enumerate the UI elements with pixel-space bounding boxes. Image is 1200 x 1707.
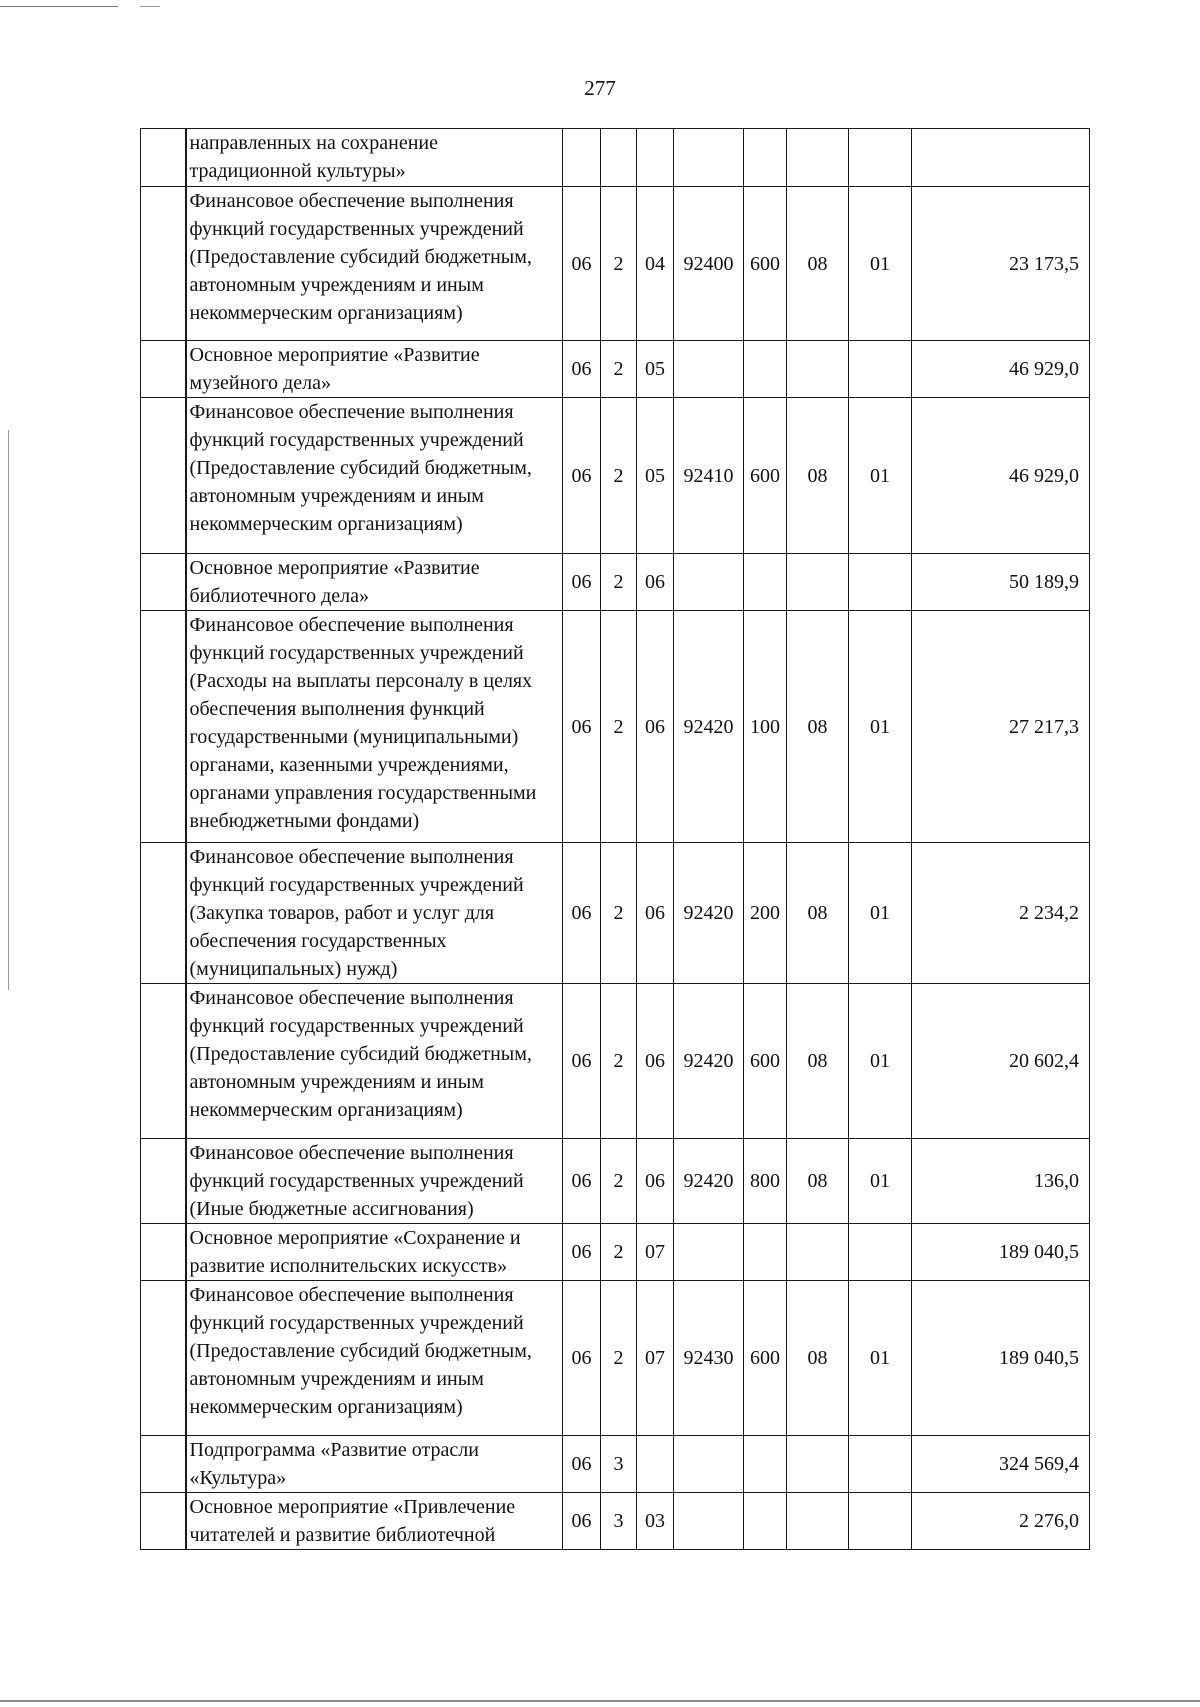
cell-measure: 06 [637, 984, 674, 1139]
cell-measure [637, 129, 674, 187]
cell-subprogram: 2 [601, 1139, 637, 1224]
table-row [141, 1139, 1090, 1224]
cell-blank [141, 1493, 186, 1550]
cell-subchapter: 01 [849, 398, 912, 554]
cell-section [563, 129, 601, 187]
cell-blank [141, 1281, 186, 1436]
table-row [141, 1224, 1090, 1281]
cell-expense-type [744, 1436, 787, 1493]
cell-target-article: 92420 [674, 1139, 744, 1224]
scan-artifact-line [140, 6, 160, 7]
cell-amount: 2 276,0 [912, 1493, 1090, 1550]
cell-description: Финансовое обеспечение выполнения функций государственных учреждений (Предоставление субсидий бюджетным, автономным учреждениям и иным некоммерческим организациям) [186, 187, 563, 341]
cell-chapter: 08 [787, 187, 849, 341]
cell-measure: 06 [637, 611, 674, 843]
table-row [141, 129, 1090, 187]
cell-chapter: 08 [787, 1281, 849, 1436]
cell-amount: 46 929,0 [912, 341, 1090, 398]
cell-blank [141, 554, 186, 611]
cell-section: 06 [563, 984, 601, 1139]
cell-chapter [787, 341, 849, 398]
cell-amount: 189 040,5 [912, 1281, 1090, 1436]
cell-description: Основное мероприятие «Развитие библиотечного дела» [186, 554, 563, 611]
cell-amount [912, 129, 1090, 187]
cell-section: 06 [563, 187, 601, 341]
cell-measure: 07 [637, 1281, 674, 1436]
cell-expense-type [744, 1224, 787, 1281]
cell-chapter: 08 [787, 843, 849, 984]
cell-expense-type: 600 [744, 1281, 787, 1436]
page-number: 277 [584, 76, 616, 100]
cell-chapter [787, 1436, 849, 1493]
cell-chapter [787, 554, 849, 611]
cell-measure [637, 1436, 674, 1493]
cell-blank [141, 398, 186, 554]
cell-subprogram: 2 [601, 1224, 637, 1281]
cell-amount: 46 929,0 [912, 398, 1090, 554]
cell-subprogram: 3 [601, 1436, 637, 1493]
cell-amount: 23 173,5 [912, 187, 1090, 341]
cell-measure: 03 [637, 1493, 674, 1550]
cell-measure: 06 [637, 843, 674, 984]
cell-expense-type: 600 [744, 984, 787, 1139]
cell-amount: 50 189,9 [912, 554, 1090, 611]
scan-artifact-edge [8, 430, 9, 990]
cell-subchapter: 01 [849, 984, 912, 1139]
cell-subprogram: 2 [601, 187, 637, 341]
table-row [141, 611, 1090, 843]
cell-chapter [787, 1493, 849, 1550]
cell-subchapter: 01 [849, 843, 912, 984]
cell-amount: 27 217,3 [912, 611, 1090, 843]
cell-description: Основное мероприятие «Привлечение читателей и развитие библиотечной [186, 1493, 563, 1550]
cell-description: Финансовое обеспечение выполнения функций государственных учреждений (Расходы на выплаты персоналу в целях обеспечения выполнения функций государственными (муниципальными) органами, казенными учреждениями, органами управления государственными внебюджетными фондами) [186, 611, 563, 843]
table-row [141, 843, 1090, 984]
cell-description: Основное мероприятие «Развитие музейного дела» [186, 341, 563, 398]
cell-chapter: 08 [787, 984, 849, 1139]
cell-subprogram: 2 [601, 843, 637, 984]
scan-artifact-line [0, 6, 118, 7]
cell-description: направленных на сохранение традиционной культуры» [186, 129, 563, 187]
cell-measure: 06 [637, 1139, 674, 1224]
cell-subprogram: 2 [601, 341, 637, 398]
cell-blank [141, 1436, 186, 1493]
table-row [141, 554, 1090, 611]
cell-chapter: 08 [787, 1139, 849, 1224]
cell-amount: 189 040,5 [912, 1224, 1090, 1281]
cell-target-article [674, 129, 744, 187]
cell-amount: 2 234,2 [912, 843, 1090, 984]
cell-target-article [674, 341, 744, 398]
cell-description: Основное мероприятие «Сохранение и развитие исполнительских искусств» [186, 1224, 563, 1281]
cell-expense-type: 600 [744, 398, 787, 554]
cell-subprogram: 2 [601, 611, 637, 843]
table-row [141, 398, 1090, 554]
cell-amount: 136,0 [912, 1139, 1090, 1224]
cell-subchapter: 01 [849, 611, 912, 843]
cell-blank [141, 129, 186, 187]
budget-table [140, 128, 1090, 1550]
cell-expense-type: 200 [744, 843, 787, 984]
table-row [141, 341, 1090, 398]
cell-blank [141, 1139, 186, 1224]
cell-expense-type: 800 [744, 1139, 787, 1224]
table-row [141, 187, 1090, 341]
cell-target-article: 92420 [674, 984, 744, 1139]
cell-section: 06 [563, 1139, 601, 1224]
cell-subchapter: 01 [849, 1139, 912, 1224]
cell-blank [141, 187, 186, 341]
cell-target-article: 92430 [674, 1281, 744, 1436]
cell-subchapter [849, 1493, 912, 1550]
cell-expense-type: 600 [744, 187, 787, 341]
cell-section: 06 [563, 611, 601, 843]
cell-subchapter [849, 1224, 912, 1281]
cell-subchapter [849, 554, 912, 611]
cell-chapter [787, 129, 849, 187]
cell-section: 06 [563, 341, 601, 398]
table-body [141, 129, 1090, 1550]
cell-expense-type [744, 554, 787, 611]
cell-amount: 324 569,4 [912, 1436, 1090, 1493]
cell-subprogram: 2 [601, 398, 637, 554]
cell-expense-type [744, 341, 787, 398]
cell-target-article: 92400 [674, 187, 744, 341]
cell-description: Финансовое обеспечение выполнения функций государственных учреждений (Закупка товаров, работ и услуг для обеспечения государственных (муниципальных) нужд) [186, 843, 563, 984]
cell-target-article: 92410 [674, 398, 744, 554]
cell-blank [141, 341, 186, 398]
cell-measure: 04 [637, 187, 674, 341]
cell-description: Финансовое обеспечение выполнения функций государственных учреждений (Предоставление субсидий бюджетным, автономным учреждениям и иным некоммерческим организациям) [186, 398, 563, 554]
cell-chapter [787, 1224, 849, 1281]
cell-target-article [674, 1493, 744, 1550]
cell-target-article [674, 554, 744, 611]
cell-chapter: 08 [787, 611, 849, 843]
cell-target-article: 92420 [674, 611, 744, 843]
cell-expense-type [744, 129, 787, 187]
cell-description: Финансовое обеспечение выполнения функций государственных учреждений (Иные бюджетные ассигнования) [186, 1139, 563, 1224]
table-row [141, 1281, 1090, 1436]
cell-measure: 07 [637, 1224, 674, 1281]
scan-artifact-edge [0, 1700, 1200, 1702]
cell-blank [141, 611, 186, 843]
cell-blank [141, 1224, 186, 1281]
cell-target-article [674, 1436, 744, 1493]
cell-expense-type: 100 [744, 611, 787, 843]
cell-subprogram: 2 [601, 1281, 637, 1436]
table-row [141, 1436, 1090, 1493]
cell-subprogram: 3 [601, 1493, 637, 1550]
cell-subchapter: 01 [849, 187, 912, 341]
cell-section: 06 [563, 398, 601, 554]
cell-section: 06 [563, 554, 601, 611]
cell-subprogram: 2 [601, 554, 637, 611]
cell-section: 06 [563, 1224, 601, 1281]
cell-target-article: 92420 [674, 843, 744, 984]
cell-subprogram: 2 [601, 984, 637, 1139]
table-row [141, 984, 1090, 1139]
table-row [141, 1493, 1090, 1550]
cell-measure: 06 [637, 554, 674, 611]
cell-chapter: 08 [787, 398, 849, 554]
cell-subprogram [601, 129, 637, 187]
cell-description: Финансовое обеспечение выполнения функций государственных учреждений (Предоставление субсидий бюджетным, автономным учреждениям и иным некоммерческим организациям) [186, 984, 563, 1139]
cell-expense-type [744, 1493, 787, 1550]
cell-amount: 20 602,4 [912, 984, 1090, 1139]
cell-section: 06 [563, 1436, 601, 1493]
cell-blank [141, 984, 186, 1139]
cell-subchapter: 01 [849, 1281, 912, 1436]
cell-subchapter [849, 341, 912, 398]
cell-description: Финансовое обеспечение выполнения функций государственных учреждений (Предоставление субсидий бюджетным, автономным учреждениям и иным некоммерческим организациям) [186, 1281, 563, 1436]
cell-blank [141, 843, 186, 984]
cell-subchapter [849, 1436, 912, 1493]
cell-section: 06 [563, 1493, 601, 1550]
cell-section: 06 [563, 1281, 601, 1436]
cell-section: 06 [563, 843, 601, 984]
cell-measure: 05 [637, 341, 674, 398]
cell-target-article [674, 1224, 744, 1281]
cell-subchapter [849, 129, 912, 187]
cell-measure: 05 [637, 398, 674, 554]
cell-description: Подпрограмма «Развитие отрасли «Культура» [186, 1436, 563, 1493]
